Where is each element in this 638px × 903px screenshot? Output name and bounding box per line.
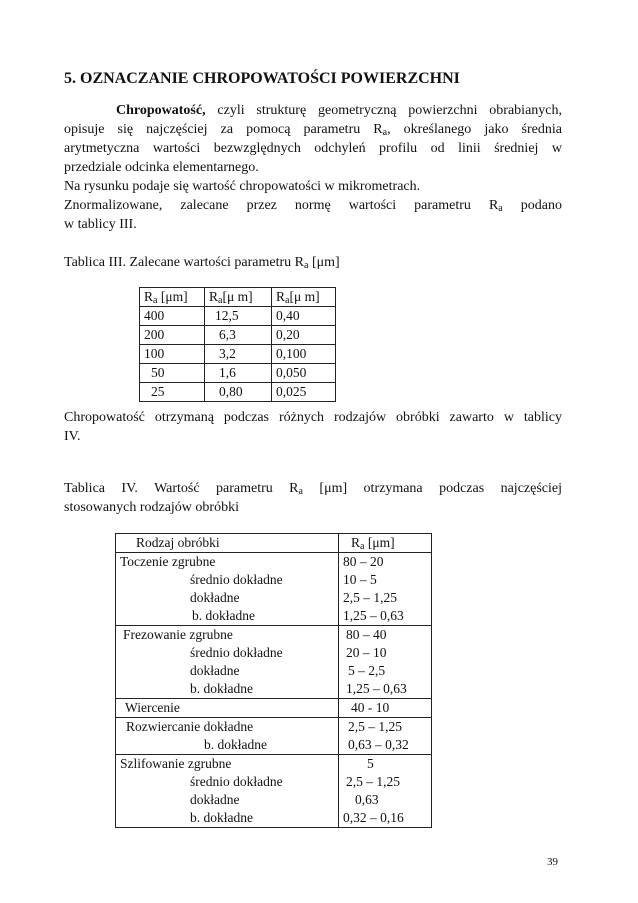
header-cell: $R_a$ [μm]	[339, 534, 432, 553]
header-cell: $R_a$ [μm]	[140, 288, 205, 307]
value-cell: 80 – 40 20 – 10 5 – 2,5 1,25 – 0,63	[339, 626, 432, 699]
header-cell: Rodzaj obróbki	[116, 534, 339, 553]
table-iv	[115, 533, 432, 828]
section-heading: 5. OZNACZANIE CHROPOWATOŚCI POWIERZCHNI	[64, 70, 460, 87]
table-row	[116, 553, 432, 626]
process-cell: Szlifowanie zgrubne średnio dokładne dokładne b. dokładne	[116, 755, 339, 828]
value-cell: 80 – 20 10 – 5 2,5 – 1,25 1,25 – 0,63	[339, 553, 432, 626]
header-cell: $R_a[\mu$ m]	[205, 288, 272, 307]
table4-caption: Tablica IV. Wartość parametru $R_a$ [μm] otrzymana podczas najczęściej stosowanych rodzajów obróbki	[64, 481, 562, 515]
table-row	[116, 718, 432, 755]
page-number: 39	[547, 856, 558, 868]
process-cell: Wiercenie	[116, 699, 339, 718]
mid-paragraph: Chropowatość otrzymaną podczas różnych rodzajów obróbki zawarto w tablicy IV.	[64, 410, 562, 444]
table-row	[116, 626, 432, 699]
table-row: 400 12,5 0,40	[140, 307, 336, 326]
process-cell: Rozwiercanie dokładne b. dokładne	[116, 718, 339, 755]
value-cell: 40 - 10	[339, 699, 432, 718]
table-header-row	[140, 288, 336, 307]
table-row: 100 3,2 0,100	[140, 345, 336, 364]
value-cell: 5 2,5 – 1,25 0,63 0,32 – 0,16	[339, 755, 432, 828]
table-row: 50 1,6 0,050	[140, 364, 336, 383]
process-cell: Toczenie zgrubne średnio dokładne dokładne b. dokładne	[116, 553, 339, 626]
table-row	[116, 699, 432, 718]
table-row: 200 6,3 0,20	[140, 326, 336, 345]
table-row: 25 0,80 0,025	[140, 383, 336, 402]
bold-term: Chropowatość,	[116, 103, 206, 118]
table-row	[116, 755, 432, 828]
header-cell: $R_a[\mu$ m]	[272, 288, 336, 307]
table3-caption: Tablica III. Zalecane wartości parametru $R_a$ [μm]	[64, 255, 340, 271]
value-cell: 2,5 – 1,25 0,63 – 0,32	[339, 718, 432, 755]
table-iii	[139, 287, 336, 402]
intro-paragraph: Chropowatość, czyli strukturę geometryczną powierzchni obrabianych, opisuje się najczęściej za pomocą parametru $R_a$, określanego jako średnia arytmetyczna wartości bezwzględnych odchyleń profilu od linii średniej w przedziale odcinka elementarnego. Na rysunku podaje się wartość chropowatości w mikrometrach. Znormalizowane, zalecane przez normę wartości parametru $R_a$ podano w tablicy III.	[64, 103, 562, 232]
process-cell: Frezowanie zgrubne średnio dokładne dokładne b. dokładne	[116, 626, 339, 699]
table-header-row	[116, 534, 432, 553]
